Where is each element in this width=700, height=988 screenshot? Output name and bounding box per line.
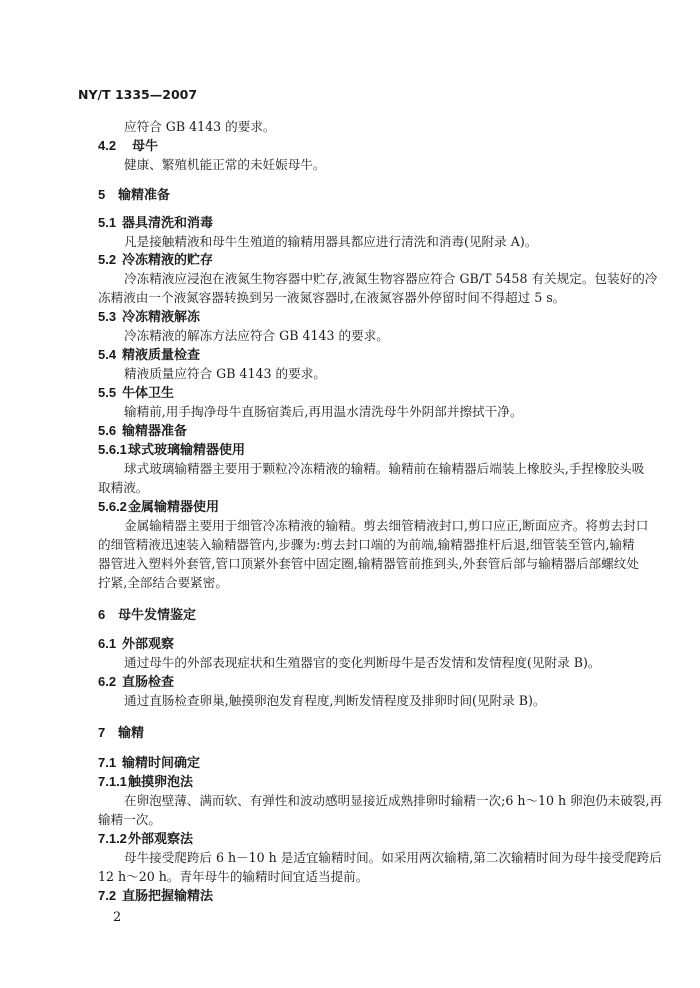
section-number: 5.5 [98, 385, 117, 400]
section-heading-7-1-2 [98, 831, 193, 848]
section-heading-7-1 [98, 755, 200, 772]
section-heading-5-6 [98, 423, 187, 440]
section-number: 6.2 [98, 674, 117, 689]
section-number: 6.1 [98, 636, 117, 651]
body-text: 母牛接受爬跨后 6 h－10 h 是适宜输精时间。如采用两次输精,第二次输精时间为母牛接受爬跨后 [124, 850, 662, 865]
section-heading-5-5 [98, 385, 174, 402]
section-number: 7.2 [98, 888, 117, 903]
body-text: 精液质量应符合 GB 4143 的要求。 [124, 366, 326, 381]
body-text: 应符合 GB 4143 的要求。 [124, 119, 276, 134]
section-title: 输精时间确定 [122, 756, 201, 771]
section-title: 输精器准备 [122, 424, 188, 439]
section-number: 6 [98, 607, 106, 622]
section-heading-7 [98, 725, 144, 742]
body-text: 输精一次。 [98, 812, 161, 827]
section-title: 母牛发情鉴定 [118, 608, 197, 623]
section-heading-4-2 [98, 138, 158, 155]
section-heading-5 [98, 187, 170, 204]
section-title: 外部观察法 [128, 832, 194, 847]
section-number: 5 [98, 187, 106, 202]
body-text: 通过母牛的外部表现症状和生殖器官的变化判断母牛是否发情和发情程度(见附录 B)。 [124, 655, 601, 670]
section-title: 金属输精器使用 [128, 500, 220, 515]
section-title: 外部观察 [122, 637, 175, 652]
body-text: 在卵泡壁薄、满而软、有弹性和波动感明显接近成熟排卵时输精一次;6 h～10 h 卵泡仍未破裂,再 [124, 793, 663, 808]
section-number: 5.1 [98, 215, 117, 230]
section-heading-7-2 [98, 888, 213, 905]
section-heading-5-3 [98, 309, 200, 326]
body-text: 凡是接触精液和母牛生殖道的输精用器具都应进行清洗和消毒(见附录 A)。 [124, 234, 538, 249]
section-number: 7.1 [98, 755, 117, 770]
section-number: 7 [98, 725, 106, 740]
section-heading-6-1 [98, 636, 174, 653]
body-text: 12 h～20 h。青年母牛的输精时间宜适当提前。 [98, 869, 369, 884]
body-text: 器管进入塑料外套管,管口顶紧外套管中固定圈,输精器管前推到头,外套管后部与输精器后部螺纹处 [98, 556, 639, 571]
section-title: 冷冻精液的贮存 [122, 253, 214, 268]
section-heading-5-2 [98, 252, 213, 269]
body-text: 金属输精器主要用于细管冷冻精液的输精。剪去细管精液封口,剪口应正,断面应齐。将剪去封口 [124, 518, 649, 533]
section-title: 牛体卫生 [122, 386, 175, 401]
section-title: 球式玻璃输精器使用 [128, 443, 246, 458]
body-text: 健康、繁殖机能正常的未妊娠母牛。 [124, 157, 326, 172]
section-title: 直肠把握输精法 [122, 889, 214, 904]
body-text: 的细管精液迅速装入输精器管内,步骤为:剪去封口端的为前端,输精器推杆后退,细管装至管内,输精 [98, 537, 635, 552]
body-text: 冷冻精液应浸泡在液氮生物容器中贮存,液氮生物容器应符合 GB/T 5458 有关规定。包装好的冷 [124, 271, 658, 286]
section-number: 4.2 [98, 138, 117, 153]
section-title: 母牛 [132, 139, 159, 154]
section-heading-6 [98, 607, 196, 624]
standard-header: NY/T 1335—2007 [78, 87, 198, 102]
body-text: 球式玻璃输精器主要用于颗粒冷冻精液的输精。输精前在输精器后端装上橡胶头,手捏橡胶头吸 [124, 461, 645, 476]
section-number: 5.6 [98, 423, 117, 438]
section-number: 5.3 [98, 309, 117, 324]
section-number: 5.4 [98, 347, 117, 362]
body-text: 冻精液由一个液氮容器转换到另一液氮容器时,在液氮容器外停留时间不得超过 5 s。 [98, 290, 566, 305]
section-number: 7.1.1 [98, 774, 127, 789]
page-number: 2 [113, 910, 122, 925]
section-heading-7-1-1 [98, 774, 193, 791]
body-text: 拧紧,全部结合要紧密。 [98, 575, 228, 590]
section-number: 5.6.1 [98, 442, 127, 457]
section-number: 5.2 [98, 252, 117, 267]
section-title: 冷冻精液解冻 [122, 310, 201, 325]
body-text: 取精液。 [98, 480, 149, 495]
section-number: 5.6.2 [98, 499, 127, 514]
body-text: 通过直肠检查卵巢,触摸卵泡发育程度,判断发情程度及排卵时间(见附录 B)。 [124, 693, 546, 708]
section-title: 器具清洗和消毒 [122, 216, 214, 231]
section-title: 输精准备 [118, 188, 171, 203]
section-heading-5-6-1 [98, 442, 245, 459]
section-heading-5-6-2 [98, 499, 219, 516]
section-title: 触摸卵泡法 [128, 775, 194, 790]
section-title: 输精 [118, 726, 145, 741]
section-heading-6-2 [98, 674, 174, 691]
section-title: 直肠检查 [122, 675, 175, 690]
section-number: 7.1.2 [98, 831, 127, 846]
section-heading-5-1 [98, 215, 213, 232]
body-text: 输精前,用手掏净母牛直肠宿粪后,再用温水清洗母牛外阴部并擦拭干净。 [124, 404, 523, 419]
section-title: 精液质量检查 [122, 348, 201, 363]
body-text: 冷冻精液的解冻方法应符合 GB 4143 的要求。 [124, 328, 389, 343]
section-heading-5-4 [98, 347, 200, 364]
